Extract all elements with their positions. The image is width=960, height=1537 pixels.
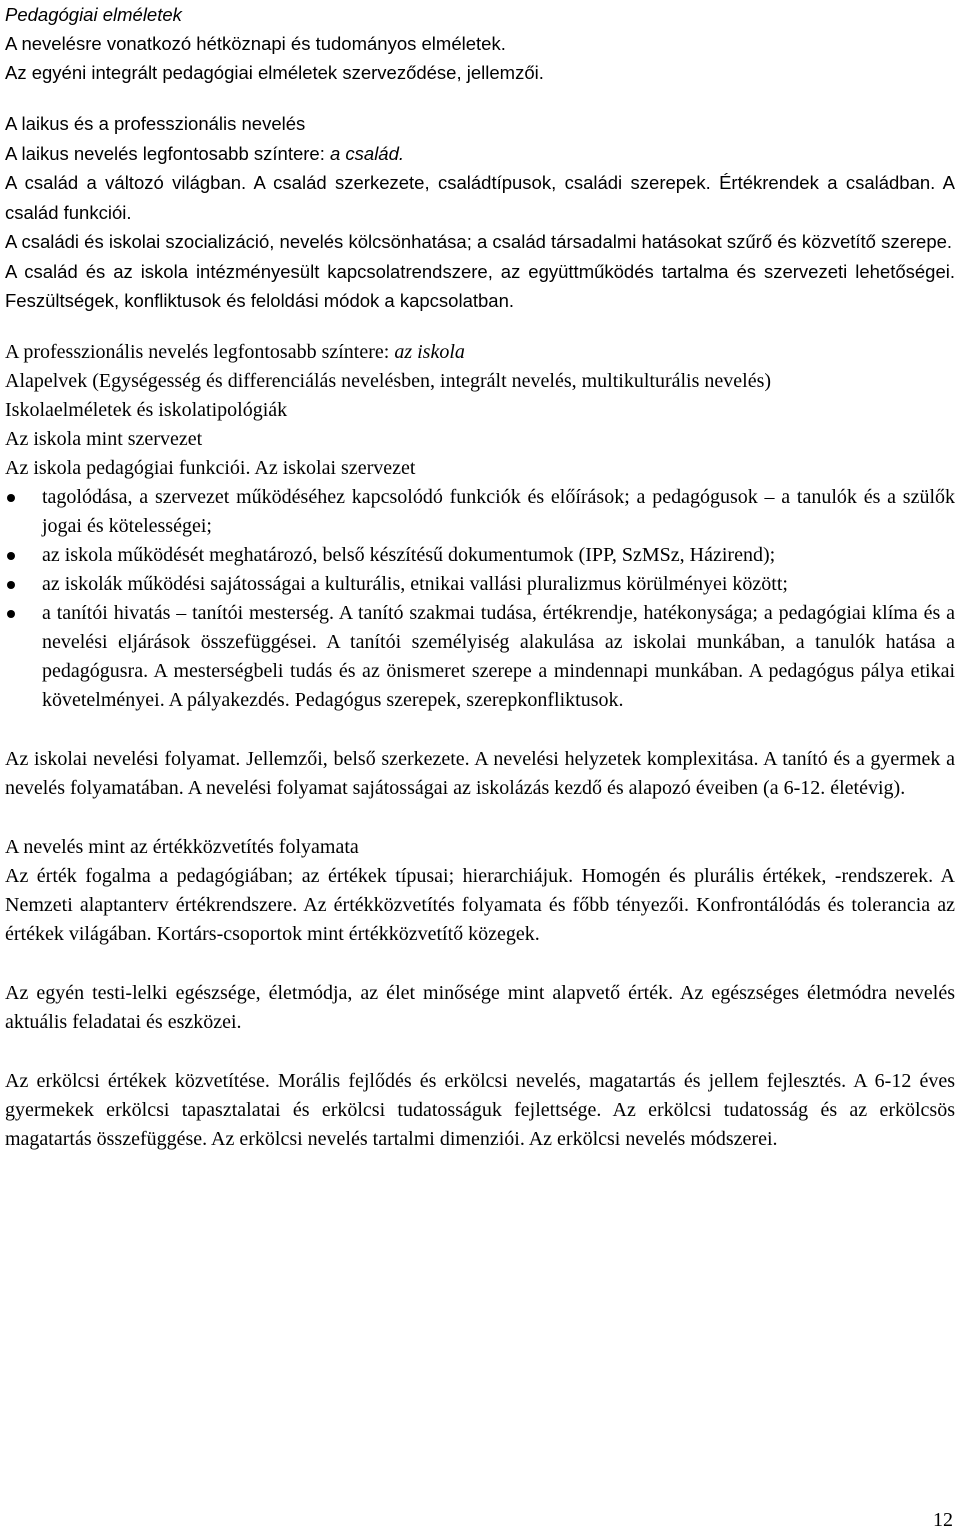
- bullet-icon: [7, 552, 15, 560]
- text-line: Az iskola pedagógiai funkciói. Az iskolai szervezet: [5, 456, 416, 479]
- section-values: [5, 833, 955, 949]
- bullet-icon: [7, 494, 15, 502]
- paragraph-family: A család a változó világban. A család szerkezete, családtípusok, családi szerepek. Értékrendek a családban. A család funkciói.: [5, 172, 955, 223]
- section-moral: [5, 1067, 955, 1154]
- text-line: Az egyéni integrált pedagógiai elméletek szerveződése, jellemzői.: [5, 62, 544, 83]
- document-page: [5, 0, 955, 1154]
- paragraph: Az érték fogalma a pedagógiában; az értékek típusai; hierarchiájuk. Homogén és plurális értékek, -rendszerek. A Nemzeti alaptanterv értékrendszere. Az értékközvetítés folyamata és főbb tényezői. Konfrontálódás és tolerancia az értékek világában. Kortárs-csoportok mint értékközvetítő közegek.: [5, 864, 955, 945]
- section-title: Pedagógiai elméletek: [5, 4, 182, 25]
- page-number: 12: [933, 1509, 953, 1531]
- paragraph-relations: A család és az iskola intézményesült kapcsolatrendszere, az együttműködés tartalma és szervezeti lehetőségei. Feszültségek, konfliktusok és feloldási módok a kapcsolatban.: [5, 260, 955, 311]
- bullet-icon: [7, 610, 15, 618]
- section-heading: A laikus és a professzionális nevelés: [5, 113, 306, 134]
- paragraph-socialization: A családi és iskolai szocializáció, nevelés kölcsönhatása; a család társadalmi hatásokat szűrő és közvetítő szerepe.: [5, 231, 953, 252]
- paragraph: Az erkölcsi értékek közvetítése. Morális fejlődés és erkölcsi nevelés, magatartás és jellem fejlesztés. A 6-12 éves gyermekek erkölcsi tapasztalatai és erkölcsi tudatosságuk fejlettsége. Az erkölcsi tudatosság és az erkölcsös magatartás összefüggése. Az erkölcsi nevelés tartalmi dimenziói. Az erkölcsi nevelés módszerei.: [5, 1069, 955, 1150]
- bullet-list: [5, 483, 955, 715]
- list-item: a tanítói hivatás – tanítói mesterség. A tanító szakmai tudása, értékrendje, hatékonysága; a pedagógiai klíma és a nevelési eljárások összefüggései. A tanítói személyiség alakulása az iskolai munkában, a tanulók hatása a pedagógusra. A mesterségbeli tudás és az önismeret szerepe a mindennapi munkában. A pedagógus pálya etikai követelményei. A pályakezdés. Pedagógus szerepek, szerepkonfliktusok.: [5, 599, 955, 715]
- subheading: A laikus nevelés legfontosabb színtere: a család.: [5, 142, 405, 164]
- paragraph-principles: Alapelvek (Egységesség és differenciálás nevelésben, integrált nevelés, multikulturális nevelés): [5, 369, 772, 392]
- section-health: [5, 979, 955, 1037]
- text-line: Az iskola mint szervezet: [5, 427, 203, 450]
- list-item: tagolódása, a szervezet működéséhez kapcsolódó funkciók és előírások; a pedagógusok – a tanulók és a szülők jogai és kötelességei;: [5, 483, 955, 541]
- section-heading: A professzionális nevelés legfontosabb színtere: az iskola: [5, 340, 465, 363]
- paragraph: Az egyén testi-lelki egészsége, életmódja, az élet minősége mint alapvető érték. Az egészséges életmódra nevelés aktuális feladatai és eszközei.: [5, 981, 955, 1033]
- text-line: Iskolaelméletek és iskolatipológiák: [5, 398, 288, 421]
- section-heading: A nevelés mint az értékközvetítés folyamata: [5, 835, 359, 858]
- section-process: [5, 745, 955, 803]
- bullet-icon: [7, 581, 15, 589]
- list-item: az iskola működését meghatározó, belső készítésű dokumentumok (IPP, SzMSz, Házirend);: [5, 541, 955, 570]
- section-school: [5, 338, 955, 715]
- section-lay-professional: [5, 109, 955, 316]
- paragraph: Az iskolai nevelési folyamat. Jellemzői, belső szerkezete. A nevelési helyzetek komplexitása. A tanító és a gyermek a nevelés folyamatában. A nevelési folyamat sajátosságai az iskolázás kezdő és alapozó éveiben (a 6-12. életévig).: [5, 747, 955, 799]
- text-line: A nevelésre vonatkozó hétköznapi és tudományos elméletek.: [5, 33, 506, 54]
- section-pedagogical-theories: [5, 0, 955, 87]
- list-item: az iskolák működési sajátosságai a kulturális, etnikai vallási pluralizmus körülményei között;: [5, 570, 955, 599]
